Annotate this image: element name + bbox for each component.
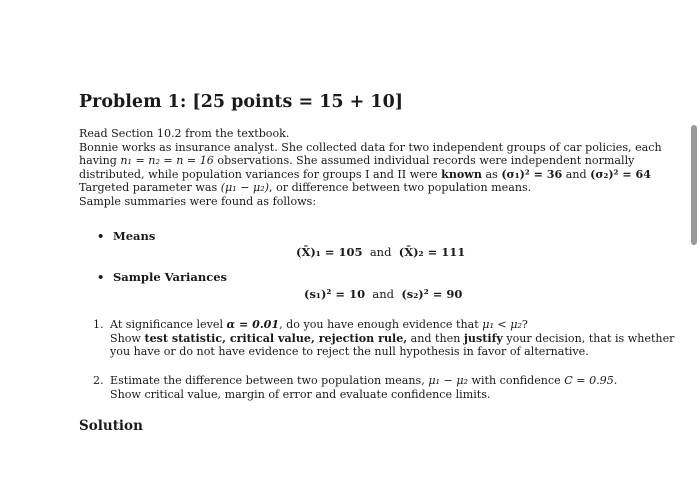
intro-paragraph xyxy=(79,127,662,208)
vertical-scrollbar[interactable] xyxy=(691,125,697,245)
solution-heading: Solution xyxy=(79,418,143,434)
variance-2-math: (σ₂)² = 64 xyxy=(590,167,651,181)
sample-size-math: n₁ = n₂ = n = 16 xyxy=(120,154,214,167)
intro-line: Bonnie works as insurance analyst. She collected data for two independent groups of car policies, each xyxy=(79,140,662,154)
intro-line: Targeted parameter was (μ₁ − μ₂), or difference between two population means. xyxy=(79,181,532,194)
intro-line: Sample summaries were found as follows: xyxy=(79,194,317,208)
variances-equation: (s₁)² = 10 and (s₂)² = 90 xyxy=(304,287,463,301)
intro-line: Read Section 10.2 from the textbook. xyxy=(79,127,290,140)
variance-1-math: (σ₁)² = 36 xyxy=(501,167,563,181)
problem-title: Problem 1: [25 points = 15 + 10] xyxy=(79,92,404,112)
intro-line: distributed, while population variances for groups I and II were known as (σ₁)² = 36 and (σ₂)² = 64 xyxy=(79,167,651,181)
intro-line: having n₁ = n₂ = n = 16 observations. She assumed individual records were independent normally xyxy=(79,154,635,167)
parameter-math: (μ₁ − μ₂) xyxy=(220,181,270,194)
question-1: 1. At significance level α = 0.01, do you have enough evidence that μ₁ < μ₂? Show test statistic, critical value, rejection rule, and then justify your decision, that is whether you have or do not have evidence to reject the null hypothesis in favor of alternative. xyxy=(93,318,675,358)
variances-bullet: • Sample Variances xyxy=(97,270,228,284)
means-bullet: • Means xyxy=(97,229,156,243)
means-equation: (X̄)₁ = 105 and (X̄)₂ = 111 xyxy=(296,245,466,259)
question-2: 2. Estimate the difference between two population means, μ₁ − μ₂ with confidence C = 0.95. Show critical value, margin of error and evaluate confidence limits. xyxy=(93,374,618,401)
